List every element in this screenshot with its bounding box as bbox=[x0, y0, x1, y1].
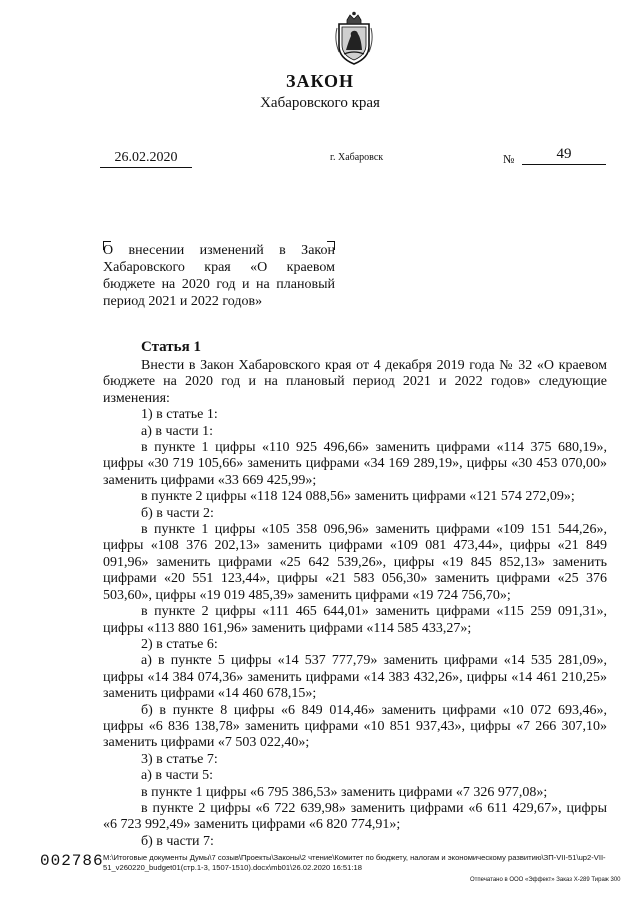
article-paragraph: а) в части 1: bbox=[141, 423, 213, 439]
article-paragraph: Внести в Закон Хабаровского края от 4 декабря 2019 года № 32 «О краевом бюджете на 2020 год и на плановый период 2021 и 2022 годов» следующие изменения: bbox=[103, 358, 607, 406]
article-paragraph: б) в части 7: bbox=[141, 833, 214, 849]
article-paragraph: а) в пункте 5 цифры «14 537 777,79» заменить цифрами «14 535 281,09», цифры «14 384 074,36» заменить цифрами «14 383 432,26», цифры «14 461 210,25» заменить цифрами «14 460 678,15»; bbox=[103, 653, 607, 702]
document-subject: О внесении изменений в Закон Хабаровского края «О краевом бюджете на 2020 год и на плановый период 2021 и 2022 годов» bbox=[103, 243, 335, 309]
article-paragraph: в пункте 2 цифры «118 124 088,56» заменить цифрами «121 574 272,09»; bbox=[141, 489, 575, 505]
coat-of-arms-emblem bbox=[333, 10, 375, 66]
article-paragraph: а) в части 5: bbox=[141, 768, 213, 784]
document-title: ЗАКОН bbox=[285, 71, 355, 91]
number-sign: № bbox=[503, 152, 515, 166]
article-paragraph: в пункте 1 цифры «110 925 496,66» заменить цифрами «114 375 680,19», цифры «30 719 105,66» заменить цифрами «34 169 289,19», цифры «30 453 070,00» заменить цифрами «33 669 425,99»; bbox=[103, 440, 607, 488]
print-note: Отпечатано в ООО «Эффект» Заказ Х-289 Тираж 300 bbox=[470, 877, 621, 883]
document-region: Хабаровского края bbox=[260, 95, 380, 111]
article-paragraph: б) в части 2: bbox=[141, 505, 214, 521]
document-code: 002786 bbox=[40, 852, 104, 870]
article-paragraph: в пункте 2 цифры «111 465 644,01» заменить цифрами «115 259 091,31», цифры «113 880 161,96» заменить цифрами «114 585 433,27»; bbox=[103, 604, 607, 636]
article-body bbox=[103, 358, 607, 850]
article-paragraph: в пункте 1 цифры «105 358 096,96» заменить цифрами «109 151 544,26», цифры «108 376 202,13» заменить цифрами «109 081 473,44», цифры «21 849 091,96» заменить цифрами «25 642 539,26», цифры «19 845 852,13» заменить цифрами «20 551 123,44», цифры «21 583 056,30» заменить цифрами «25 376 503,60», цифры «19 019 485,39» заменить цифрами «19 724 756,70»; bbox=[103, 522, 607, 603]
document-city: г. Хабаровск bbox=[330, 152, 384, 163]
document-date: 26.02.2020 bbox=[100, 150, 192, 168]
article-paragraph: б) в пункте 8 цифры «6 849 014,46» заменить цифрами «10 072 693,46», цифры «6 836 138,78» заменить цифрами «10 851 937,43», цифры «7 266 307,10» заменить цифрами «7 503 022,40»; bbox=[103, 702, 607, 751]
article-title: Статья 1 bbox=[141, 339, 201, 355]
article-paragraph: 2) в статье 6: bbox=[141, 636, 218, 652]
document-number: 49 bbox=[522, 146, 606, 165]
file-path: M:\Итоговые документы Думы\7 созыв\Проекты\Законы\2 чтение\Комитет по бюджету, налогам и экономическому развитию\ЗП-VII-51\up2-VII-51_v260220_budget01(стр.1-3, 1507-1510).docx\mb01\26.02.2020 16:51:18 bbox=[103, 853, 606, 872]
article-paragraph: в пункте 2 цифры «6 722 639,98» заменить цифрами «6 611 429,67», цифры «6 723 992,49» заменить цифрами «6 820 774,91»; bbox=[103, 800, 607, 833]
article-paragraph: 1) в статье 1: bbox=[141, 407, 218, 423]
article-paragraph: 3) в статье 7: bbox=[141, 751, 218, 767]
article-paragraph: в пункте 1 цифры «6 795 386,53» заменить цифрами «7 326 977,08»; bbox=[141, 784, 548, 800]
